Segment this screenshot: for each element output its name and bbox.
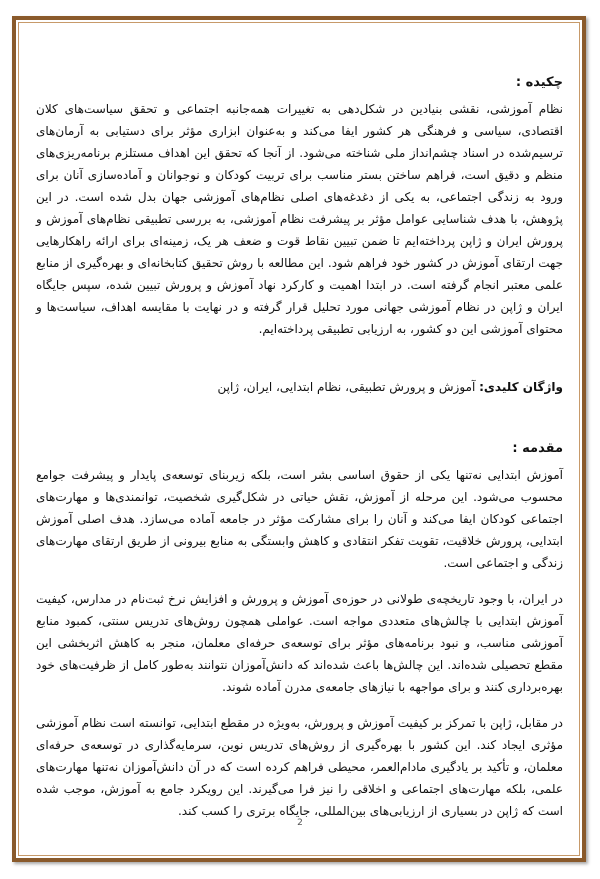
keywords-text: آموزش و پرورش تطبیقی، نظام ابتدایی، ایران، ژاپن xyxy=(217,380,480,394)
introduction-paragraph-1: آموزش ابتدایی نه‌تنها یکی از حقوق اساسی بشر است، بلکه زیربنای توسعه‌ی پایدار و پیشرفت جوامع محسوب می‌شود. این مرحله از آموزش، نقش حیاتی در شکل‌گیری شخصیت، توانمندی‌ها و مهارت‌های اجتماعی کودکان ایفا می‌کند و آنان را برای مشارکت مؤثر در جامعه آماده می‌سازد. هدف اصلی آموزش ابتدایی، پرورش خلاقیت، تقویت تفکر انتقادی و کاهش وابستگی به منابع بیرونی از طریق ارتقای مهارت‌های زندگی و اجتماعی است. xyxy=(36,468,563,570)
document-body xyxy=(36,72,563,822)
introduction-paragraph-3: در مقابل، ژاپن با تمرکز بر کیفیت آموزش و پرورش، به‌ویژه در مقطع ابتدایی، توانسته است نظام آموزشی مؤثری ایجاد کند. این کشور با بهره‌گیری از روش‌های تدریس نوین، سرمایه‌گذاری در توسعه‌ی حرفه‌ای معلمان، و تأکید بر یادگیری مادام‌العمر، محیطی فراهم کرده است که در آن دانش‌آموزان نه‌تنها مهارت‌های علمی، بلکه مهارت‌های اجتماعی و اخلاقی را نیز فرا می‌گیرند. این رویکرد جامع به آموزش، موجب شده است که ژاپن در بسیاری از ارزیابی‌های بین‌المللی، جایگاه برتری را کسب کند. xyxy=(36,716,563,818)
page-number: 2 xyxy=(297,818,303,828)
introduction-paragraph-2: در ایران، با وجود تاریخچه‌ی طولانی در حوزه‌ی آموزش و پرورش و افزایش نرخ ثبت‌نام در مدارس، کیفیت آموزش ابتدایی با چالش‌های متعددی مواجه است. عواملی همچون روش‌های تدریس سنتی، کمبود منابع آموزشی مناسب، و نبود برنامه‌های مؤثر برای توسعه‌ی حرفه‌ای معلمان، منجر به کاهش اثربخشی این مقطع تحصیلی شده‌اند. این چالش‌ها باعث شده‌اند که دانش‌آموزان نتوانند به‌طور کامل از ظرفیت‌های خود بهره‌برداری کنند و برای مواجهه با نیازهای جامعه‌ی مدرن آماده شوند. xyxy=(36,592,563,694)
abstract-heading: چکیده : xyxy=(515,75,563,90)
keywords-label: واژگان کلیدی: xyxy=(479,380,563,394)
introduction-heading: مقدمه : xyxy=(512,441,563,456)
keywords-line xyxy=(36,376,563,398)
abstract-paragraph: نظام آموزشی، نقشی بنیادین در شکل‌دهی به تغییرات همه‌جانبه اجتماعی و تحقق سیاست‌های کلان اقتصادی، سیاسی و فرهنگی هر کشور ایفا می‌کند و به‌عنوان ابزاری مؤثر برای دستیابی به آرمان‌های ترسیم‌شده در اسناد چشم‌انداز ملی شناخته می‌شود. از آنجا که تحقق این اهداف مستلزم برنامه‌ریزی‌های منظم و دقیق است، فراهم ساختن بستر مناسب برای تربیت کودکان و نوجوانان و آماده‌سازی آنان برای ورود به زندگی اجتماعی، به یکی از دغدغه‌های اصلی نظام‌های آموزشی جهان بدل شده است. در این پژوهش، با هدف شناسایی عوامل مؤثر بر پیشرفت نظام آموزشی، به بررسی تطبیقی نظام‌های آموزش و پرورش ایران و ژاپن پرداخته‌ایم تا ضمن تبیین نقاط قوت و ضعف هر یک، زمینه‌ای برای ارائه راهکارهایی جهت ارتقای آموزش در کشور خود فراهم شود. این مطالعه با روش تحقیق کتابخانه‌ای و بهره‌گیری از منابع علمی معتبر انجام گرفته است. در ابتدا اهمیت و کارکرد نهاد آموزش و پرورش تبیین شده، سپس جایگاه ایران و ژاپن در نظام آموزشی جهانی مورد تحلیل قرار گرفته و در نهایت با مقایسه اهداف، سیاست‌ها و محتوای آموزشی این دو کشور، به ارزیابی تطبیقی پرداخته‌ایم. xyxy=(36,102,563,336)
